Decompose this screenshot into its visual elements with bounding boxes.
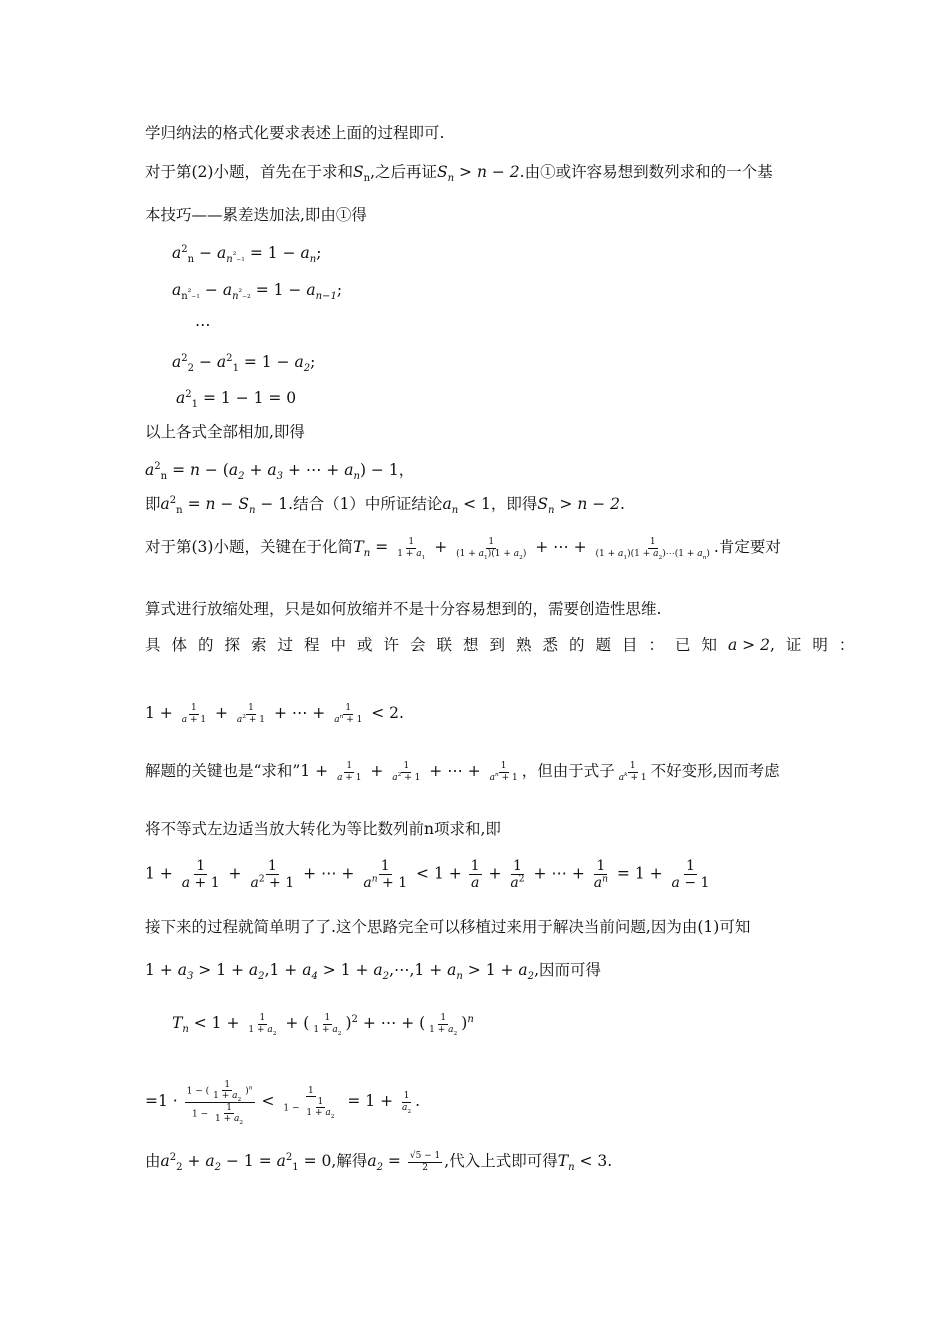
formula-7: 1 + $\frac{1}{a + 1}$ + $\frac{1}{a^2 + 1}$ + ⋯ + $\frac{1}{a^n + 1}$ < 1 + $\frac{1}{a}$ + $\frac{1}{a^2}$ + ⋯ + $\frac{1}{a^n}$ = 1 + $\frac{1}{a - 1}$ [145,858,710,892]
formula-5: $a^2_n = n - (a_2 + a_3$ + ⋯ + $a_n) - 1$， [145,460,415,483]
paragraph-9: 解题的关键也是“求和”1 + $\frac{1}{a + 1}$ + $\frac{1}{a^2 + 1}$ + ⋯ + $\frac{1}{a^n + 1}$ ，但由于式子 $\frac{1}{a^k + 1}$ 不好变形,因而考虑 [145,761,780,783]
paragraph-5: 即$a^2_n = n - S_n - 1$.结合（1）中所证结论$a_n < 1$，即得$S_n > n - 2$. [145,494,625,517]
paragraph-4: 以上各式全部相加,即得 [145,423,305,441]
formula-8: $T_n < 1$ + $\frac{1}{1 + a_2}$ + ( $\frac{1}{1 + a_2}$ )$^2$ + ⋯ + ( $\frac{1}{1 + a_2}$ )$^n$ [172,1013,474,1037]
paragraph-12: $1 + a_3 > 1 + a_2,1 + a_4 > 1$ + $a_2,\cdots,1 + a_n > 1 + a_2$,因而可得 [145,961,601,983]
paragraph-8: 具体的探索过程中或许会联想到熟悉的题目：已知a > 2,证明： [145,636,866,654]
paragraph-2: 对于第(2)小题，首先在于求和$S_n$,之后再证$S_n > n - 2$.由①或许容易想到数列求和的一个基 [145,163,773,185]
formula-6: 1 + $\frac{1}{a + 1}$ + $\frac{1}{a^2 + 1}$ + ⋯ + $\frac{1}{a^n + 1}$ < 2. [145,703,404,725]
formula-9: =1 · 1 − ( $\frac{1}{1 + a_2}$ )$^n$ 1 − $\frac{1}{1 + a_2}$ < 1 1 − $\frac{1}{1 + a_2}$ = 1 + $\frac{1}{a_2}$ . [145,1080,421,1126]
paragraph-7: 算式进行放缩处理，只是如何放缩并不是十分容易想到的，需要创造性思维. [145,600,662,618]
paragraph-1: 学归纳法的格式化要求表述上面的过程即可. [145,124,445,142]
paragraph-11: 接下来的过程就简单明了了.这个思路完全可以移植过来用于解决当前问题,因为由(1)可知 [145,918,751,936]
formula-1: $a^2_n - a_n^2_{-1} = 1 - a_n$; [172,243,322,266]
formula-ellipsis: ⋯ [195,316,211,334]
formula-4: $a^2_1 = 1 - 1 = 0$ [176,388,297,411]
formula-3: $a^2_2 - a^2_1 = 1 - a_2$; [172,352,316,375]
paragraph-10: 将不等式左边适当放大转化为等比数列前n项求和,即 [145,820,501,838]
paragraph-6: 对于第(3)小题，关键在于化简$T_n$ = $\frac{1}{1 + a_1}$ + $\frac{1}{(1 + a_1)(1 + a_2)}$ + ⋯ + $\frac{1}{(1 + a_1)(1 + a_2)\cdots(1 + a_n)}$ .肯定要对 [145,537,781,561]
paragraph-13: 由$a^2_2 + a_2 - 1 = a^2_1 = 0$,解得$a_2$ = $\frac{√5 - 1}{2}$ ,代入上式即可得$T_n < 3$. [145,1151,613,1174]
formula-2: $a_n^2_{-1} - a_n^2_{-2} = 1 - a_{n-1}$; [172,281,343,303]
paragraph-3: 本技巧——累差迭加法,即由①得 [145,206,367,224]
